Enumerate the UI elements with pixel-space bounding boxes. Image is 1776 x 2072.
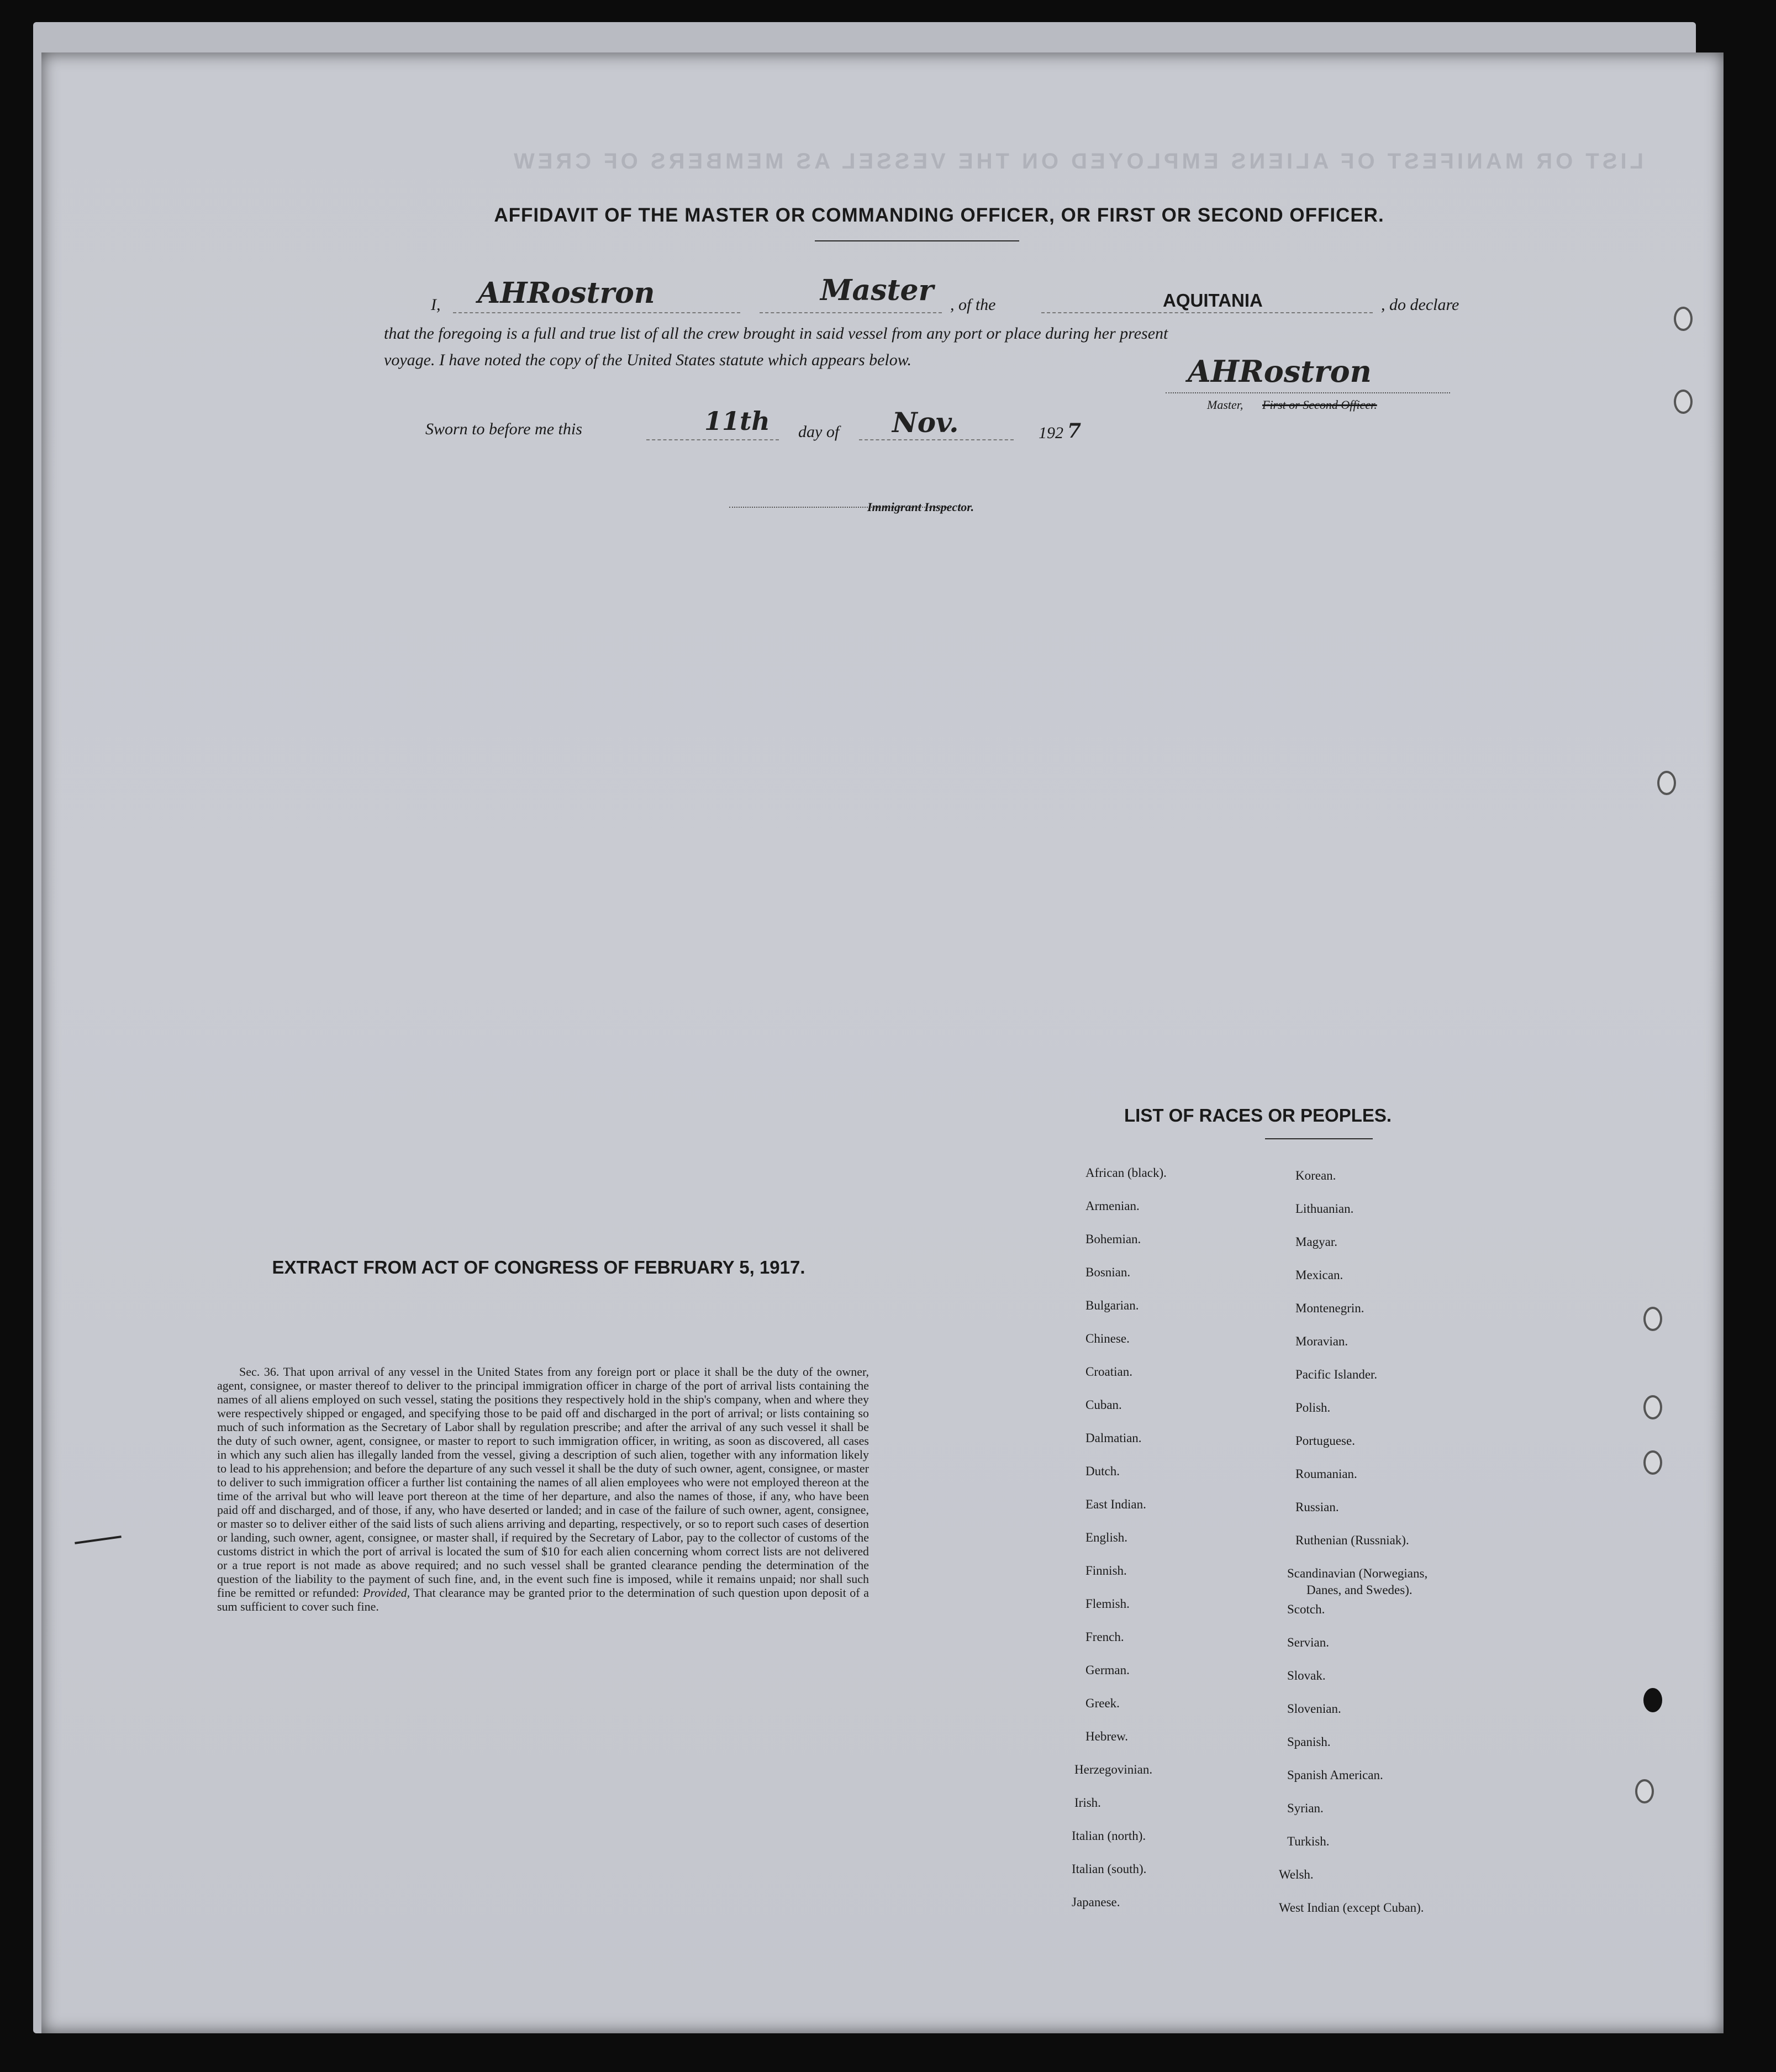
race-item: Polish. [1295, 1401, 1331, 1414]
race-item: Italian (south). [1072, 1862, 1147, 1876]
race-item: Cuban. [1085, 1398, 1122, 1412]
race-item: Spanish. [1287, 1735, 1331, 1749]
declarant-prefix: I, [431, 296, 441, 314]
race-item: Flemish. [1085, 1597, 1130, 1611]
month-handwritten: Nov. [892, 406, 959, 439]
sworn-label: Sworn to before me this [425, 420, 582, 438]
punch-hole [1674, 390, 1693, 414]
race-item: Moravian. [1295, 1334, 1348, 1348]
declaration-line-3: voyage. I have noted the copy of the United States statute which appears below. [384, 351, 912, 369]
rank-field-line [760, 312, 942, 313]
month-field-line [859, 439, 1014, 440]
race-item: Hebrew. [1085, 1729, 1129, 1743]
race-item: Herzegovinian. [1074, 1763, 1153, 1776]
margin-mark [75, 1535, 122, 1544]
extract-body [217, 1365, 869, 1613]
races-title: LIST OF RACES OR PEOPLES. [1124, 1105, 1392, 1126]
race-item: Servian. [1287, 1635, 1330, 1649]
race-item: Irish. [1074, 1796, 1101, 1810]
race-item: East Indian. [1085, 1497, 1146, 1511]
race-item: Greek. [1085, 1696, 1120, 1710]
punch-hole [1643, 1450, 1662, 1475]
extract-text: That upon arrival of any vessel in the United States from any foreign port or place it shall be the duty of the owner, agent, consignee, or master thereof to deliver to the principal immigration officer in charge of the port of arrival lists containing the names of all aliens employed on such vessel, stating the positions they respectively hold in the ship's company, when and where they were respectively shipped or engaged, and specifying those to be paid off and discharged in the port of arrival; or lists containing so much of such information as the Secretary of Labor shall by regulation prescribe; and after the arrival of any such vessel it shall be the duty of such owner, agent, consignee, or master to report to such immigration officer, in writing, as soon as discovered, all cases in which any such alien has illegally landed from the vessel, giving a description of such alien, together with any information likely to lead to his apprehension; and before the departure of any such vessel it shall be the duty of such owner, agent, consignee, or master to deliver to such immigration officer a further list containing the names of all alien employees who were not employed thereon at the time of the arrival but who will leave port thereon at the time of her departure, and also the names of those, if any, who have been paid off and discharged, and of those, if any, who have deserted or landed; and in case of the failure of such owner, agent, consignee, or master so to deliver either of the said lists of such aliens arriving and departing, respectively, or so to report such cases of desertion or landing, such owner, agent, consignee, or master shall, if required by the Secretary of Labor, pay to the collector of customs of the customs district in which the port of arrival is located the sum of $10 for each alien concerning whom correct lists are not delivered or a true report is not made as above required; and no such vessel shall be granted clearance pending the determination of the question of the liability to the payment of such fine, and, in the event such fine is imposed, while it remains unpaid; nor shall such fine be remitted or refunded: [217, 1365, 869, 1600]
race-item: Scotch. [1287, 1602, 1325, 1616]
section-label: Sec. 36. [239, 1365, 280, 1379]
race-item: Portuguese. [1295, 1434, 1355, 1448]
affidavit-title: AFFIDAVIT OF THE MASTER OR COMMANDING OFFICER, OR FIRST OR SECOND OFFICER. [494, 204, 1384, 226]
extract-title: EXTRACT FROM ACT OF CONGRESS OF FEBRUARY 5, 1917. [272, 1257, 805, 1277]
race-item: Dutch. [1085, 1464, 1120, 1478]
race-item: Slovak. [1287, 1669, 1326, 1682]
race-item: Finnish. [1085, 1564, 1127, 1577]
title-divider [815, 240, 1019, 241]
race-item: Ruthenian (Russniak). [1295, 1533, 1409, 1547]
punch-hole [1643, 1307, 1662, 1331]
race-item: Russian. [1295, 1500, 1339, 1514]
race-item: Turkish. [1287, 1834, 1330, 1848]
rank-handwritten: Master [820, 274, 934, 307]
day-of-label: day of [798, 423, 840, 441]
race-item: Bulgarian. [1085, 1298, 1139, 1312]
vessel-field-line [1041, 312, 1373, 313]
name-field-line [453, 312, 740, 313]
race-item: Italian (north). [1072, 1829, 1146, 1843]
race-item: Lithuanian. [1295, 1202, 1354, 1216]
race-item: Armenian. [1085, 1199, 1140, 1213]
punch-hole [1643, 1395, 1662, 1419]
inspector-label: Immigrant Inspector. [867, 500, 974, 514]
day-field-line [646, 439, 779, 440]
punch-hole [1657, 771, 1676, 795]
race-item: Syrian. [1287, 1801, 1324, 1815]
day-handwritten: 11th [704, 406, 770, 436]
punch-hole [1635, 1779, 1654, 1803]
punch-hole [1643, 1688, 1662, 1712]
race-item: Bosnian. [1085, 1265, 1131, 1279]
race-item: Bohemian. [1085, 1232, 1141, 1246]
race-item: Montenegrin. [1295, 1301, 1364, 1315]
race-item: Scandinavian (Norwegians, [1287, 1566, 1428, 1580]
race-item: Croatian. [1085, 1365, 1132, 1379]
struck-officer-label: First or Second Officer. [1262, 398, 1377, 412]
year-prefix: 192 [1039, 424, 1063, 442]
race-item: Magyar. [1295, 1235, 1338, 1249]
race-item: Dalmatian. [1085, 1431, 1142, 1445]
race-item: French. [1085, 1630, 1124, 1644]
race-item: Korean. [1295, 1169, 1336, 1182]
race-item: Roumanian. [1295, 1467, 1357, 1481]
bleed-through-header: LIST OR MANIFEST OF ALIENS EMPLOYED ON THE VESSEL AS MEMBERS OF CREW [510, 149, 1643, 173]
race-item: Mexican. [1295, 1268, 1343, 1282]
punch-hole [1674, 307, 1693, 331]
master-label: Master, [1207, 398, 1243, 412]
races-divider [1265, 1138, 1373, 1139]
master-signature: AHRostron [1188, 354, 1372, 389]
race-item: Spanish American. [1287, 1768, 1383, 1782]
vessel-name: AQUITANIA [1163, 290, 1263, 311]
race-item: Japanese. [1072, 1895, 1120, 1909]
race-item: English. [1085, 1531, 1128, 1544]
race-item: Chinese. [1085, 1332, 1130, 1345]
race-item: Welsh. [1279, 1868, 1314, 1881]
declaration-line-2: that the foregoing is a full and true list of all the crew brought in said vessel from any port or place during her present [384, 324, 1168, 343]
manifest-page [41, 52, 1724, 2033]
proviso-label: Provided, [362, 1586, 410, 1600]
of-the-label: , of the [950, 296, 996, 314]
extract-text-end: That clearance may be granted prior to the determination of such question upon deposit of a sum sufficient to cover such fine. [217, 1586, 869, 1613]
race-item: Pacific Islander. [1295, 1368, 1378, 1381]
race-item: African (black). [1085, 1166, 1167, 1180]
year-handwritten: 7 [1067, 419, 1082, 443]
do-declare-label: , do declare [1381, 296, 1459, 314]
name-handwritten: AHRostron [478, 276, 655, 310]
race-item: Slovenian. [1287, 1702, 1341, 1716]
signature-line [1166, 392, 1450, 393]
race-item: Danes, and Swedes). [1306, 1583, 1413, 1597]
race-item: German. [1085, 1663, 1130, 1677]
race-item: West Indian (except Cuban). [1279, 1901, 1424, 1915]
